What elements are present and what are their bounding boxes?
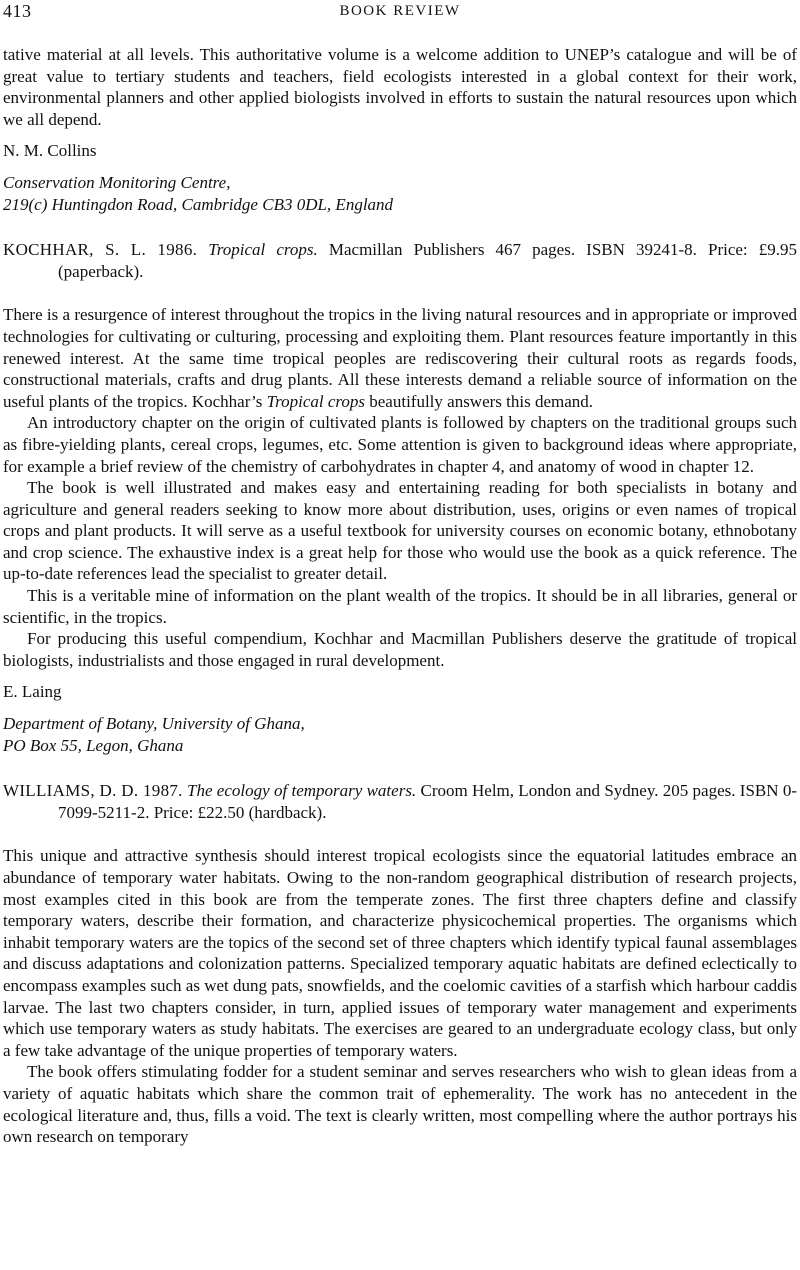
review2-citation — [3, 239, 797, 282]
paragraph-text: beautifully answers this demand. — [369, 391, 594, 411]
citation-details: Croom Helm, London and Sydney. 205 pages. ISBN 0-7099-5211-2. Price: £22.50 (hardback). — [58, 781, 797, 822]
review1-affiliation — [3, 172, 797, 215]
review2-paragraph: This is a veritable mine of information on the plant wealth of the tropics. It should be in all libraries, general or scientific, in the tropics. — [3, 586, 797, 627]
review2-paragraph: The book is well illustrated and makes easy and entertaining reading for both specialists in botany and agriculture and general readers seeking to know more about distribution, uses, origins or even names of tropical crops and plant products. It will serve as a useful textbook for university courses on economic botany, ethnobotany and crop science. The exhaustive index is a great help for those who would use the book as a quick reference. The up-to-date references lead the specialist to greater detail. — [3, 478, 797, 584]
review3-citation — [3, 780, 797, 823]
review2-paragraph: For producing this useful compendium, Kochhar and Macmillan Publishers deserve the gratitude of tropical biologists, industrialists and those engaged in rural development. — [3, 629, 797, 670]
review1-affiliation-line: 219(c) Huntingdon Road, Cambridge CB3 0DL, England — [3, 194, 394, 214]
article-body — [3, 44, 797, 1148]
citation-author: KOCHHAR, S. L. 1986. — [3, 240, 198, 260]
paragraph-text: There is a resurgence of interest throughout the tropics in the living natural resources and in appropriate or improved technologies for cultivating or culturing, processing and exploiting them. Plant resources feature importantly in this renewed interest. At the same time tropical peoples are rediscovering their cultural roots as regards foods, constructional materials, crafts and drug plants. All these interests demand a reliable source of information on the useful plants of the tropics. Kochhar’s — [3, 305, 797, 411]
review1-affiliation-line: Conservation Monitoring Centre, — [3, 172, 231, 192]
citation-author: WILLIAMS, D. D. 1987. — [3, 781, 183, 801]
running-header — [0, 0, 800, 22]
review1-reviewer-name: N. M. Collins — [3, 141, 97, 161]
review3-paragraph: This unique and attractive synthesis should interest tropical ecologists since the equatorial latitudes embrace an abundance of temporary water habitats. Owing to the non-random geographical distribution of research projects, most examples cited in this book are from the temperate zones. The first three chapters define and classify temporary waters, describe their formation, and characterize physicochemical properties. The organisms which inhabit temporary waters are the topics of the second set of three chapters which identify typical faunal assemblages and discuss adaptations and colonization patterns. Specialized temporary aquatic habitats are defined eclectically to encompass examples such as wet dung pats, snowfields, and the coelomic cavities of a starfish which harbour caddis larvae. The last two chapters consider, in turn, applied issues of temporary water management and experiments which use temporary waters as study habitats. The exercises are geared to an undergraduate ecology class, but only a few take advantage of the unique properties of temporary waters. — [3, 846, 797, 1060]
review3-paragraph: The book offers stimulating fodder for a student seminar and serves researchers who wish to glean ideas from a variety of aquatic habitats which share the common trait of ephemerality. The work has no antecedent in the ecological literature and, thus, fills a void. The text is clearly written, most compelling where the author portrays his own research on temporary — [3, 1062, 797, 1147]
citation-details: Macmillan Publishers 467 pages. ISBN 39241-8. Price: £9.95 (paperback). — [58, 240, 797, 281]
review1-closing-paragraph: tative material at all levels. This authoritative volume is a welcome addition to UNEP’s catalogue and will be of great value to tertiary students and teachers, field ecologists interested in a global context for their work, environmental planners and other applied biologists involved in efforts to sustain the natural resources upon which we all depend. — [3, 45, 797, 129]
review2-affiliation — [3, 713, 797, 756]
inline-book-title: Tropical crops — [266, 391, 365, 411]
running-title: BOOK REVIEW — [339, 3, 461, 19]
review2-paragraph: An introductory chapter on the origin of cultivated plants is followed by chapters on the traditional groups such as fibre-yielding plants, cereal crops, legumes, etc. Some attention is given to background ideas where appropriate, for example a brief review of the chemistry of carbohydrates in chapter 4, and anatomy of wood in chapter 12. — [3, 413, 797, 476]
page-number: 413 — [3, 1, 32, 21]
review2-reviewer-name: E. Laing — [3, 682, 62, 702]
review2-paragraph — [3, 304, 797, 412]
citation-book-title: The ecology of temporary waters. — [187, 781, 417, 801]
citation-book-title: Tropical crops. — [208, 240, 318, 260]
review2-affiliation-line: Department of Botany, University of Ghana, — [3, 714, 305, 734]
review2-affiliation-line: PO Box 55, Legon, Ghana — [3, 735, 184, 755]
